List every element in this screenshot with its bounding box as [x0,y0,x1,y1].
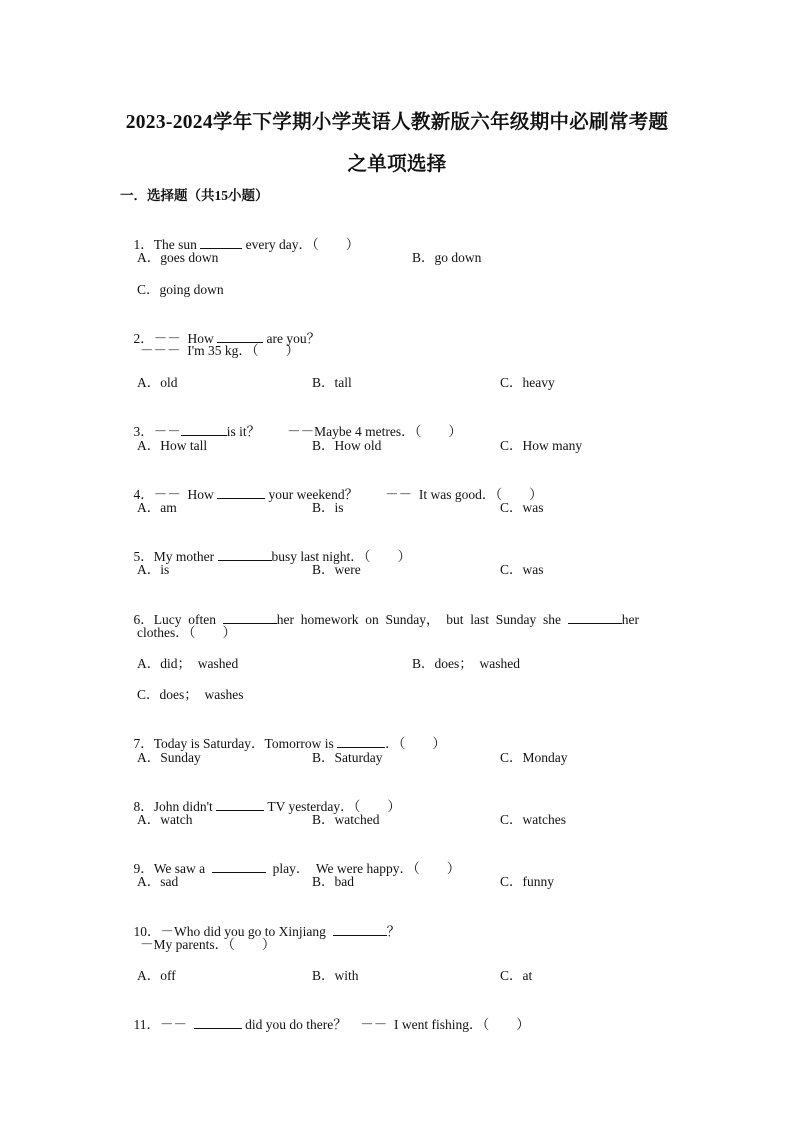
option-c[interactable]: C．heavy [500,375,555,390]
question-11: 11．－－ did you do there？ －－ I went fishing．（ ） [133,1017,530,1032]
question-2: 2．－－ How are you？ [133,331,321,346]
option-b[interactable]: B．is [312,500,344,515]
option-c[interactable]: C．was [500,562,544,577]
option-b[interactable]: B．bad [312,874,354,889]
document-title: 2023-2024学年下学期小学英语人教新版六年级期中必刷常考题 [125,112,669,133]
question-7: 7．Today is Saturday．Tomorrow is ．（ ） [133,736,446,751]
answer-blank[interactable] [568,611,622,624]
option-b[interactable]: B．were [312,562,361,577]
question-6: 6．Lucy often her homework on Sunday， but last Sunday she her [133,612,639,627]
question-10: 10．－Who did you go to Xinjiang ？ [133,924,401,939]
question-5: 5．My mother busy last night．（ ） [133,549,412,564]
option-a[interactable]: A．am [137,500,177,515]
option-b[interactable]: B．go down [412,250,482,265]
option-a[interactable]: A．did； washed [137,656,239,671]
option-b[interactable]: B．How old [312,438,382,453]
option-a[interactable]: A．goes down [137,250,219,265]
question-number: 2． [133,331,154,346]
option-c[interactable]: C．was [500,500,544,515]
answer-blank[interactable] [218,548,272,561]
answer-blank[interactable] [216,798,264,811]
answer-blank[interactable] [217,486,265,499]
question-number: 4． [133,487,154,502]
answer-blank[interactable] [337,735,385,748]
option-a[interactable]: A．is [137,562,170,577]
option-c[interactable]: C．going down [137,282,224,297]
document-subtitle: 之单项选择 [347,154,447,175]
option-b[interactable]: B．watched [312,812,380,827]
question-number: 10． [133,924,161,939]
option-c[interactable]: C．watches [500,812,566,827]
question-8: 8．John didn't TV yesterday．（ ） [133,799,401,814]
option-b[interactable]: B．Saturday [312,750,383,765]
question-number: 8． [133,799,154,814]
option-a[interactable]: A．sad [137,874,179,889]
option-a[interactable]: A．old [137,375,178,390]
option-a[interactable]: A．How tall [137,438,208,453]
option-a[interactable]: A．Sunday [137,750,201,765]
question-number: 11． [133,1017,160,1032]
answer-blank[interactable] [333,923,387,936]
answer-blank[interactable] [181,423,227,436]
question-number: 9． [133,861,154,876]
option-c[interactable]: C．does； washes [137,687,244,702]
option-a[interactable]: A．watch [137,812,193,827]
question-10-answer-line: －My parents．（ ） [140,937,276,952]
question-9: 9．We saw a play． We were happy．（ ） [133,861,461,876]
question-3: 3．－－ is it？ －－Maybe 4 metres．（ ） [133,424,462,439]
question-number: 3． [133,424,154,439]
question-number: 1． [133,237,154,252]
question-number: 7． [133,736,154,751]
option-c[interactable]: C．How many [500,438,583,453]
section-heading: 一．选择题（共15小题） [120,188,269,203]
question-number: 5． [133,549,154,564]
option-c[interactable]: C．Monday [500,750,568,765]
question-number: 6． [133,612,154,627]
option-b[interactable]: B．with [312,968,359,983]
option-a[interactable]: A．off [137,968,176,983]
answer-blank[interactable] [194,1016,242,1029]
question-1: 1．The sun every day．（ ） [133,237,360,252]
option-b[interactable]: B．does； washed [412,656,520,671]
question-4: 4．－－ How your weekend？ －－ It was good．（ ） [133,487,543,502]
option-b[interactable]: B．tall [312,375,352,390]
question-6-continuation: clothes．（ ） [137,625,236,640]
option-c[interactable]: C．at [500,968,533,983]
answer-blank[interactable] [200,236,242,249]
answer-blank[interactable] [212,860,266,873]
question-2-answer-line: －－－ I'm 35 kg．（ ） [140,343,300,358]
answer-blank[interactable] [223,611,277,624]
option-c[interactable]: C．funny [500,874,554,889]
